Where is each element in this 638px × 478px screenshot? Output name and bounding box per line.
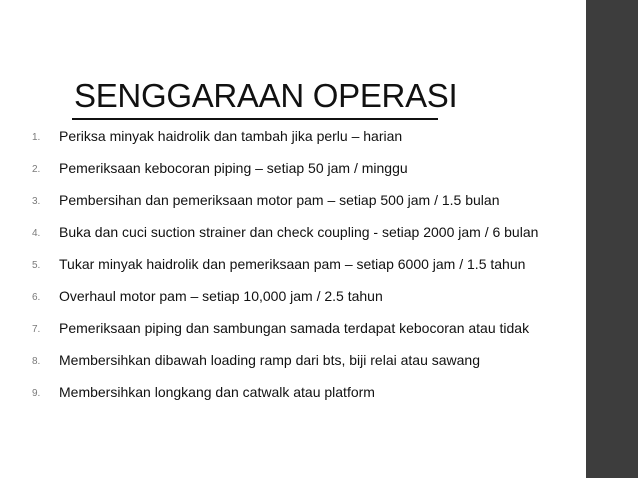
list-item-number: 4. [32,228,41,239]
list-item-number: 6. [32,292,41,303]
list-item [0,288,580,308]
list-item-number: 9. [32,388,41,399]
side-bar [586,0,638,478]
list-item [0,352,580,372]
list-item-text: Tukar minyak haidrolik dan pemeriksaan pam – setiap 6000 jam / 1.5 tahun [59,256,526,272]
list-item [0,256,580,276]
list-item [0,128,580,148]
list-item-text: Pemeriksaan piping dan sambungan samada terdapat kebocoran atau tidak [59,320,530,336]
list-item-number: 2. [32,164,41,175]
list-item-number: 3. [32,196,41,207]
list-item [0,224,580,244]
list-item [0,384,580,404]
list-item-text: Pembersihan dan pemeriksaan motor pam – setiap 500 jam / 1.5 bulan [59,192,500,208]
list-item-text: Pemeriksaan kebocoran piping – setiap 50 jam / minggu [59,160,408,176]
list-item [0,160,580,180]
list-item-text: Membersihkan longkang dan catwalk atau platform [59,384,375,400]
list-item-number: 1. [32,132,41,143]
list-item-number: 7. [32,324,41,335]
list-item-number: 5. [32,260,41,271]
title-underline [72,118,438,120]
list-item-text: Buka dan cuci suction strainer dan check coupling - setiap 2000 jam / 6 bulan [59,224,539,240]
list-item [0,192,580,212]
list-item-text: Membersihkan dibawah loading ramp dari bts, biji relai atau sawang [59,352,481,368]
slide-title: SENGGARAAN OPERASI [74,77,458,114]
list-item-text: Periksa minyak haidrolik dan tambah jika perlu – harian [59,128,403,144]
list-item-number: 8. [32,356,41,367]
list-item-text: Overhaul motor pam – setiap 10,000 jam / 2.5 tahun [59,288,383,304]
list-item [0,320,580,340]
